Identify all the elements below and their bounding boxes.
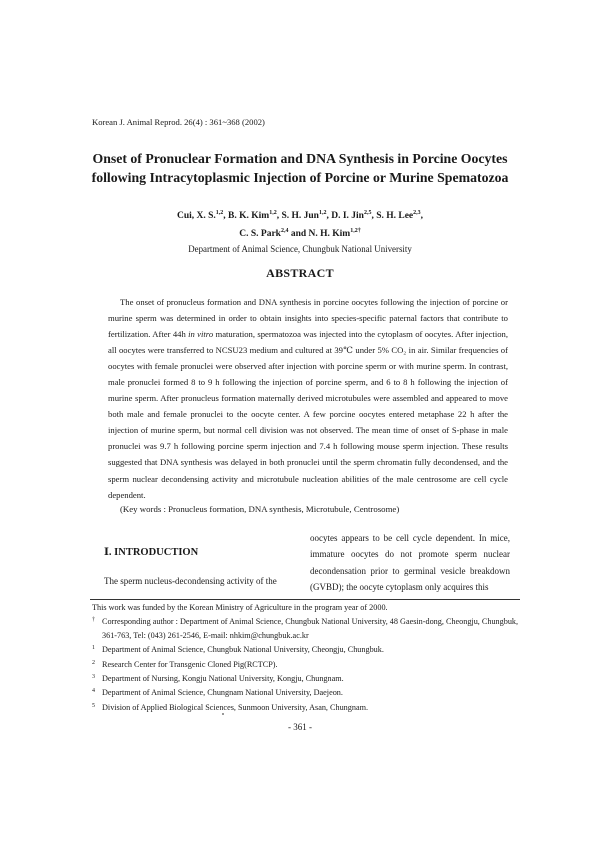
- author-name: D. I. Jin: [331, 211, 364, 221]
- footnote-affiliation-4: [92, 685, 522, 699]
- footnote-text: Corresponding author : Department of Animal Science, Chungbuk National University, 48 Gaesin-dong, Cheongju, Chungbuk, 361-763, Tel: (043) 261-2546, E-mail: nhkim@chungbuk.ac.kr: [102, 617, 519, 640]
- author-affiliation-mark: 1,2: [269, 210, 277, 216]
- author-affiliation-mark: 1,2: [215, 210, 224, 216]
- author-affiliation-mark: 1,2: [318, 210, 327, 216]
- author-affiliation-mark: 1,2†: [350, 228, 361, 234]
- page-number: - 361 -: [288, 722, 312, 732]
- author-affiliation-mark: 2,5: [363, 210, 372, 216]
- footnote-text: Department of Nursing, Kongju National University, Kongju, Chungnam.: [102, 674, 344, 684]
- scan-speck: [222, 713, 224, 715]
- footnote-text: This work was funded by the Korean Ministry of Agriculture in the program year of 2000.: [92, 603, 388, 612]
- footnote-affiliation-2: [92, 657, 522, 671]
- author-affiliation-mark: 2,3: [413, 210, 421, 216]
- abstract-italic-term: in vitro: [188, 329, 214, 340]
- introduction-right-column: oocytes appears to be cell cycle dependent. In mice, immature oocytes do not promote sperm nuclear decondensation prior to germinal vesicle breakdown (GVBD); the oocyte cytoplasm only acquires this: [310, 533, 510, 592]
- author-affiliation: Department of Animal Science, Chungbuk National University: [188, 244, 412, 254]
- footnote-text: Department of Animal Science, Chungbuk National University, Cheongju, Chungbuk.: [102, 645, 384, 655]
- author-affiliation-mark: 2,4: [280, 228, 289, 234]
- footnote-mark: 4: [92, 688, 95, 695]
- footnote-mark: 2: [92, 659, 95, 666]
- author-name: Cui, X. S.: [176, 211, 216, 221]
- author-name: N. H. Kim: [308, 229, 351, 239]
- author-name: S. H. Jun: [281, 211, 319, 221]
- introduction-left-column: The sperm nucleus-decondensing activity of the: [104, 576, 277, 586]
- footnote-mark: 5: [92, 702, 95, 709]
- footnote-mark: †: [92, 617, 95, 624]
- author-name: C. S. Park: [239, 229, 281, 239]
- authors-conjunction: and: [290, 229, 307, 239]
- author-name: B. K. Kim: [228, 211, 270, 221]
- keywords: (Key words : Pronucleus formation, DNA synthesis, Microtubule, Centrosome): [120, 504, 400, 514]
- section-heading-introduction: Ⅰ. INTRODUCTION: [104, 547, 199, 558]
- footnote-text: Division of Applied Biological Sciences, Sunmoon University, Asan, Chungnam.: [102, 702, 368, 712]
- footnote-affiliation-3: [92, 671, 522, 685]
- footnote-text: Research Center for Transgenic Cloned Pig(RCTCP).: [102, 659, 278, 669]
- abstract-text-part: maturation, spermatozoa was injected into the cytoplasm of oocytes. After injection, all oocytes were transferred to NCSU23 medium and cultured at 39℃ under 5% CO₂ in air. Similar frequencies of oocytes with female pronuclei were observed after injection with porcine sperm or with murine sperm. In contrast, male pronuclei formed 8 to 9 h following the injection of porcine sperm, and 6 to 8 h following the injection of murine sperm. After pronucleus formation maternally derived microtubules were assembled and appeared to move both male and female pronuclei to the oocyte center. A few porcine oocytes entered metaphase 22 h after the injection of murine sperm, but normal cell division was not observed. The mean time of onset of S-phase in male pronuclei was 9.7 h following porcine sperm injection and 7.4 h following mouse sperm injection. These results suggested that DNA synthesis was delayed in both pronuclei until the sperm chromatin fully decondensed, and the sperm nuclear decondensing activity and microtubule nucleation abilities of the male centrosome are cell cycle dependent.: [108, 329, 508, 500]
- author-list: Cui, X. S.$^{1,2}$, B. K. Kim$^{1,2}$, S. H. Jun$^{1,2}$, D. I. Jin$^{2,5}$, S. H. Lee$^{2,3}$, C. S. Park$^{2,4}$ and N. H. Kim$^{1,2\dagger}$: [176, 210, 424, 239]
- author-name: S. H. Lee: [376, 211, 414, 221]
- abstract-text-part: The onset of pronucleus formation and DNA synthesis in porcine oocytes following the injection of porcine or murine sperm was determined in order to obtain insights into species-specific paternal factors that contribute to fertilization. After 44h: [108, 297, 508, 340]
- journal-reference: Korean J. Animal Reprod. 26(4) : 361~368 (2002): [92, 117, 265, 127]
- footnote-divider: [90, 599, 520, 600]
- abstract-heading: ABSTRACT: [266, 266, 334, 280]
- footnote-affiliation-5: [92, 700, 522, 714]
- footnotes: [92, 601, 522, 714]
- abstract-text: [108, 294, 508, 503]
- footnote-text: Department of Animal Science, Chungnam National University, Daejeon.: [102, 688, 343, 698]
- footnote-affiliation-1: [92, 642, 522, 656]
- paper-title: Onset of Pronuclear Formation and DNA Synthesis in Porcine Oocytes following Intracytoplasmic Injection of Porcine or Murine Spematozoa: [91, 151, 509, 185]
- footnote-funding: [92, 601, 522, 614]
- footnote-mark: 1: [92, 645, 95, 652]
- footnote-corresponding-author: [92, 614, 522, 642]
- footnote-mark: 3: [92, 674, 95, 681]
